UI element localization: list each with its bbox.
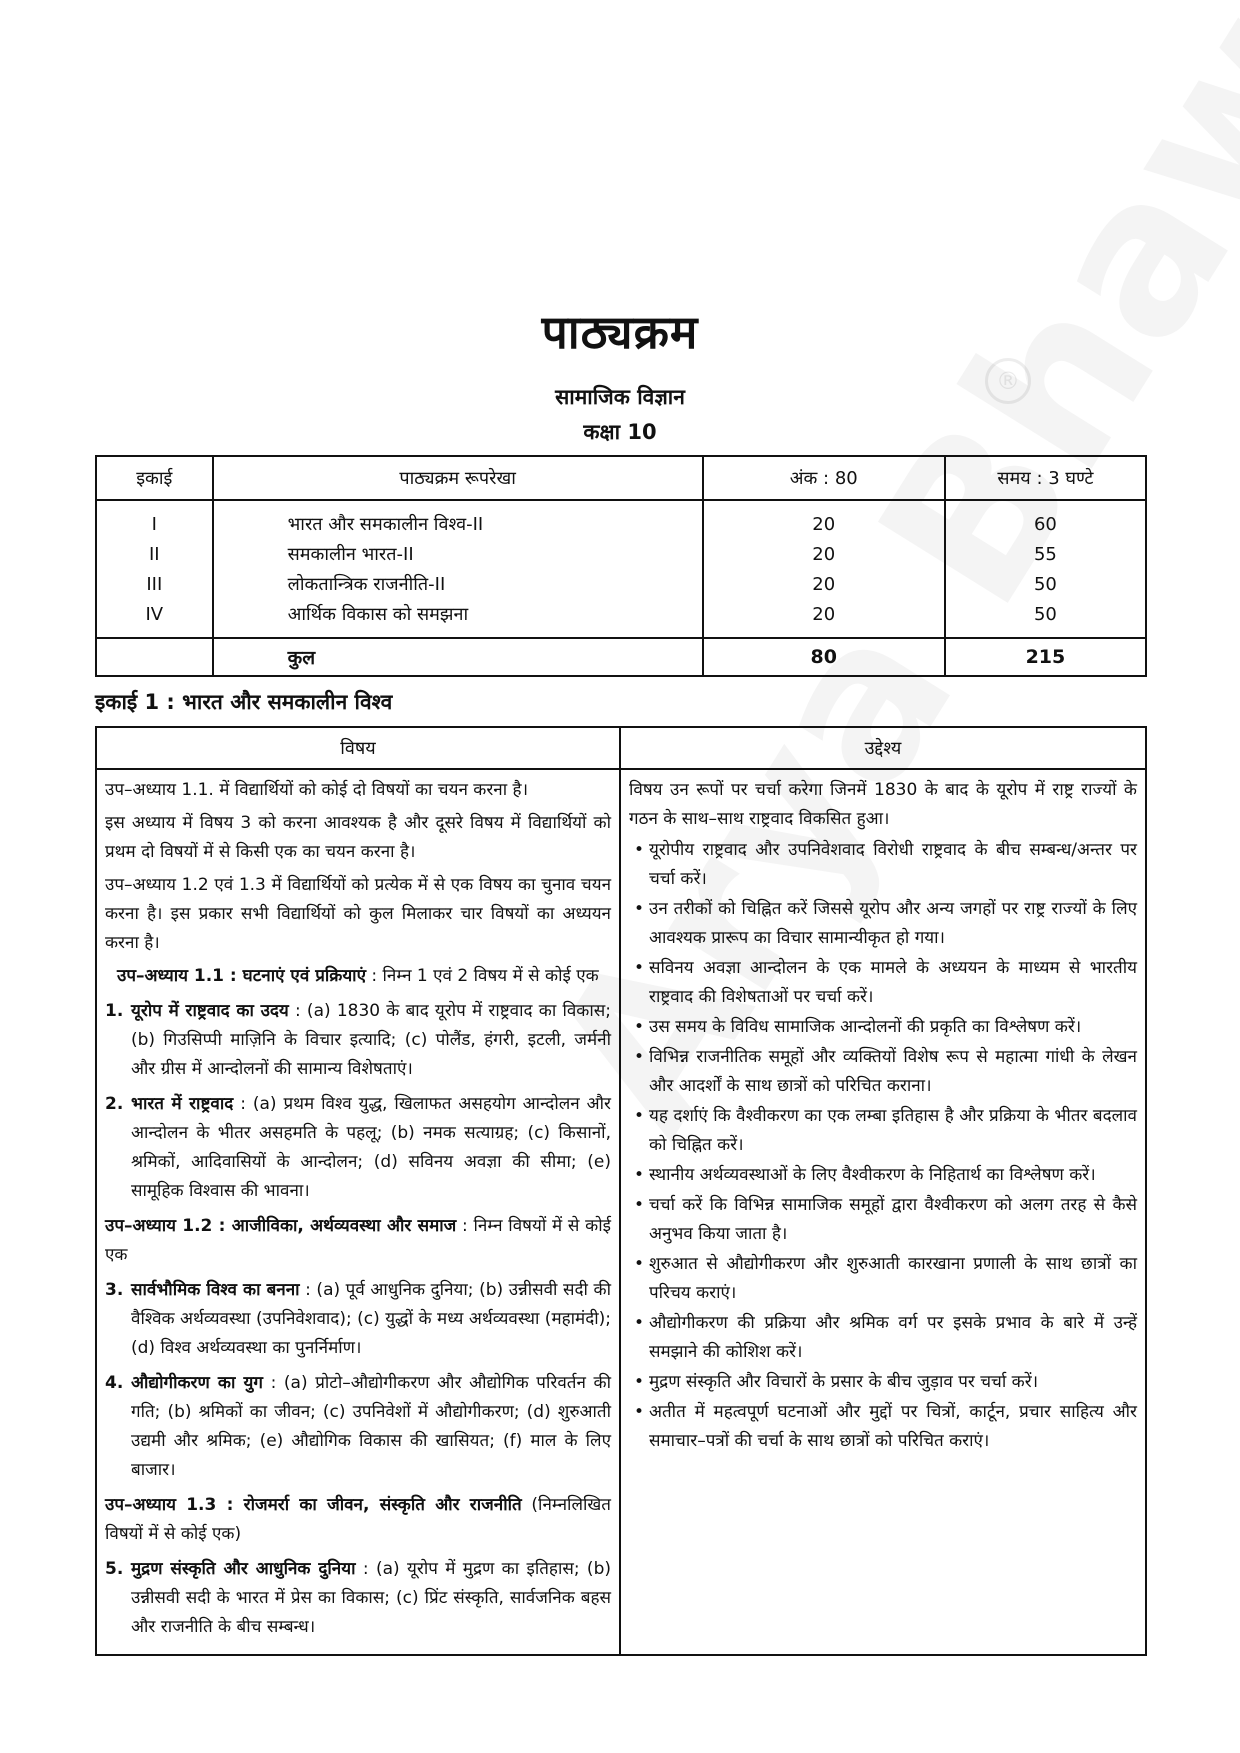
unit-number: II bbox=[96, 539, 213, 569]
objective-text: यह दर्शाएं कि वैश्वीकरण का एक लम्बा इतिहास है और प्रक्रिया के भीतर बदलाव को चिह्नित करें। bbox=[649, 1106, 1137, 1155]
subchapter-note: : निम्न 1 एवं 2 विषय में से कोई एक bbox=[365, 966, 599, 986]
list-item bbox=[105, 997, 611, 1084]
topic-title: यूरोप में राष्ट्रवाद का उदय bbox=[131, 1001, 289, 1021]
header-unit: इकाई bbox=[96, 456, 213, 500]
topic-text bbox=[131, 1090, 611, 1206]
objective-text: स्थानीय अर्थव्यवस्थाओं के लिए वैश्वीकरण के निहितार्थ का विश्लेषण करें। bbox=[649, 1165, 1096, 1185]
header-marks: अंक : 80 bbox=[703, 456, 945, 500]
unit-number: III bbox=[96, 569, 213, 599]
topic-title: मुद्रण संस्कृति और आधुनिक दुनिया bbox=[131, 1559, 356, 1579]
bullet-icon: • bbox=[633, 958, 645, 978]
bullet-icon: • bbox=[633, 1313, 645, 1333]
bullet-icon: • bbox=[633, 1372, 645, 1392]
objective-text: अतीत में महत्वपूर्ण घटनाओं और मुद्दों पर चित्रों, कार्टून, प्रचार साहित्य और समाचार–पत्रों की चर्चा के साथ छात्रों को परिचित कराएं। bbox=[649, 1402, 1137, 1451]
objective-text: शुरुआत से औद्योगीकरण और शुरुआती कारखाना प्रणाली के साथ छात्रों का परिचय कराएं। bbox=[649, 1254, 1137, 1303]
list-item bbox=[105, 1276, 611, 1363]
unit-marks: 20 bbox=[703, 569, 945, 599]
topic-details: : (a) प्रोटो–औद्योगीकरण और औद्योगिक परिवर्तन की गति; (b) श्रमिकों का जीवन; (c) उपनिवेशों में औद्योगीकरण; (d) शुरुआती उद्यमी और श्रमिक; (e) औद्योगिक विकास की खासियत; (f) माल के लिए बाजार। bbox=[131, 1373, 611, 1480]
total-row bbox=[96, 638, 1146, 676]
subchapter-title: उप–अध्याय 1.2 : आजीविका, अर्थव्यवस्था और समाज bbox=[105, 1216, 457, 1236]
subchapter-note: : निम्न विषयों में से कोई एक bbox=[105, 1216, 611, 1265]
topic-details: : (a) प्रथम विश्व युद्ध, खिलाफत असहयोग आन्दोलन और आन्दोलन के भीतर असहमति के पहलू; (b) नमक सत्याग्रह; (c) किसानों, श्रमिकों, आदिवासियों के आन्दोलन; (d) सविनय अवज्ञा की सीमा; (e) सामूहिक विश्वास की भावना। bbox=[131, 1094, 611, 1201]
objective-intro: विषय उन रूपों पर चर्चा करेगा जिनमें 1830 के बाद के यूरोप में राष्ट्र राज्यों के गठन के साथ–साथ राष्ट्रवाद विकसित हुआ। bbox=[629, 780, 1137, 829]
unit-topic: आर्थिक विकास को समझना bbox=[213, 599, 703, 638]
topic-number: 4. bbox=[105, 1373, 124, 1393]
topic-title: औद्योगीकरण का युग bbox=[131, 1373, 263, 1393]
topic-text bbox=[131, 997, 611, 1084]
total-marks: 80 bbox=[703, 638, 945, 676]
class-label: कक्षा 10 bbox=[583, 420, 657, 444]
bullet-icon: • bbox=[633, 840, 645, 860]
unit-marks: 20 bbox=[703, 539, 945, 569]
unit-number: I bbox=[96, 500, 213, 539]
unit-topic: समकालीन भारत-II bbox=[213, 539, 703, 569]
intro-paragraph: इस अध्याय में विषय 3 को करना आवश्यक है और दूसरे विषय में विद्यार्थियों को प्रथम दो विषयों में से किसी एक का चयन करना है। bbox=[105, 813, 611, 862]
objective-text: विभिन्न राजनीतिक समूहों और व्यक्तियों विशेष रूप से महात्मा गांधी के लेखन और आदर्शों के साथ छात्रों को परिचित कराना। bbox=[649, 1047, 1137, 1096]
unit1-table bbox=[95, 726, 1147, 1656]
total-time: 215 bbox=[945, 638, 1146, 676]
header-objective: उद्देश्य bbox=[620, 727, 1146, 769]
topic-number: 3. bbox=[105, 1280, 124, 1300]
bullet-icon: • bbox=[633, 1017, 645, 1037]
objective-text: औद्योगीकरण की प्रक्रिया और श्रमिक वर्ग पर इसके प्रभाव के बारे में उन्हें समझाने की कोशिश करें। bbox=[649, 1313, 1137, 1362]
subchapter-note: (निम्नलिखित विषयों में से कोई एक) bbox=[105, 1495, 611, 1544]
topic-number: 1. bbox=[105, 1001, 124, 1021]
topic-details: : (a) पूर्व आधुनिक दुनिया; (b) उन्नीसवी सदी की वैश्विक अर्थव्यवस्था (उपनिवेशवाद); (c) युद्धों के मध्य अर्थव्यवस्था (महामंदी); (d) विश्व अर्थव्यवस्था का पुनर्निर्माण। bbox=[131, 1280, 611, 1358]
bullet-icon: • bbox=[633, 1254, 645, 1274]
subject-title: सामाजिक विज्ञान bbox=[555, 385, 685, 409]
unit-topic: लोकतान्त्रिक राजनीति-II bbox=[213, 569, 703, 599]
objective-text: यूरोपीय राष्ट्रवाद और उपनिवेशवाद विरोधी राष्ट्रवाद के बीच सम्बन्ध/अन्तर पर चर्चा करें। bbox=[649, 840, 1137, 889]
topic-number: 2. bbox=[105, 1094, 124, 1114]
list-item bbox=[629, 1161, 1137, 1190]
summary-table bbox=[95, 455, 1147, 677]
unit1-header-row bbox=[96, 727, 1146, 769]
total-empty-cell bbox=[96, 638, 213, 676]
objective-text: सविनय अवज्ञा आन्दोलन के एक मामले के अध्ययन के माध्यम से भारतीय राष्ट्रवाद की विशेषताओं पर चर्चा करें। bbox=[649, 958, 1137, 1007]
subchapter-title: उप–अध्याय 1.1 : घटनाएं एवं प्रक्रियाएं bbox=[117, 966, 366, 986]
unit-marks: 20 bbox=[703, 500, 945, 539]
intro-paragraph: उप–अध्याय 1.1. में विद्यार्थियों को कोई दो विषयों का चयन करना है। bbox=[105, 780, 529, 800]
table-row bbox=[96, 599, 1146, 638]
topic-text bbox=[131, 1555, 611, 1642]
unit-time: 50 bbox=[945, 569, 1146, 599]
topic-text bbox=[131, 1276, 611, 1363]
objective-text: चर्चा करें कि विभिन्न सामाजिक समूहों द्वारा वैश्वीकरण को अलग तरह से कैसे अनुभव किया जाता है। bbox=[649, 1195, 1137, 1244]
unit-time: 60 bbox=[945, 500, 1146, 539]
unit-number: IV bbox=[96, 599, 213, 638]
list-item bbox=[105, 1369, 611, 1485]
topic-title: सार्वभौमिक विश्व का बनना bbox=[131, 1280, 300, 1300]
summary-header-row bbox=[96, 456, 1146, 500]
subject-cell bbox=[96, 769, 620, 1655]
list-item bbox=[629, 1309, 1137, 1367]
list-item bbox=[629, 836, 1137, 894]
topic-details: : (a) यूरोप में मुद्रण का इतिहास; (b) उन्नीसवी सदी के भारत में प्रेस का विकास; (c) प्रिंट संस्कृति, सार्वजनिक बहस और राजनीति के बीच सम्बन्ध। bbox=[131, 1559, 611, 1637]
subchapter-heading bbox=[105, 1212, 611, 1270]
list-item bbox=[629, 1398, 1137, 1456]
subchapter-heading bbox=[105, 1491, 611, 1549]
subchapter-title: उप–अध्याय 1.3 : रोजमर्रा का जीवन, संस्कृति और राजनीति bbox=[105, 1495, 522, 1515]
unit1-content-row bbox=[96, 769, 1146, 1655]
list-item bbox=[629, 1013, 1137, 1042]
unit-topic: भारत और समकालीन विश्व-II bbox=[213, 500, 703, 539]
subchapter-heading bbox=[105, 962, 611, 991]
topic-title: भारत में राष्ट्रवाद bbox=[131, 1094, 234, 1114]
list-item bbox=[629, 1102, 1137, 1160]
header-subject: विषय bbox=[96, 727, 620, 769]
unit1-heading: इकाई 1 : भारत और समकालीन विश्व bbox=[95, 690, 393, 714]
objective-text: मुद्रण संस्कृति और विचारों के प्रसार के बीच जुड़ाव पर चर्चा करें। bbox=[649, 1372, 1039, 1392]
list-item bbox=[629, 954, 1137, 1012]
page-title: पाठ्यक्रम bbox=[541, 305, 699, 359]
table-row bbox=[96, 539, 1146, 569]
list-item bbox=[105, 1090, 611, 1206]
unit-time: 50 bbox=[945, 599, 1146, 638]
header-syllabus: पाठ्यक्रम रूपरेखा bbox=[213, 456, 703, 500]
objective-cell bbox=[620, 769, 1146, 1655]
objective-text: उस समय के विविध सामाजिक आन्दोलनों की प्रकृति का विश्लेषण करें। bbox=[649, 1017, 1082, 1037]
total-label: कुल bbox=[213, 638, 703, 676]
bullet-icon: • bbox=[633, 1106, 645, 1126]
topic-text bbox=[131, 1369, 611, 1485]
intro-paragraph: उप–अध्याय 1.2 एवं 1.3 में विद्यार्थियों को प्रत्येक में से एक विषय का चुनाव चयन करना है। इस प्रकार सभी विद्यार्थियों को कुल मिलाकर चार विषयों का अध्ययन करना है। bbox=[105, 875, 611, 953]
objective-text: उन तरीकों को चिह्नित करें जिससे यूरोप और अन्य जगहों पर राष्ट्र राज्यों के लिए आवश्यक प्रारूप का विचार सामान्यीकृत हो गया। bbox=[649, 899, 1137, 948]
table-row bbox=[96, 569, 1146, 599]
unit-time: 55 bbox=[945, 539, 1146, 569]
registered-mark-icon: ® bbox=[985, 358, 1031, 404]
table-row bbox=[96, 500, 1146, 539]
bullet-icon: • bbox=[633, 1047, 645, 1067]
list-item bbox=[629, 1368, 1137, 1397]
header-time: समय : 3 घण्टे bbox=[945, 456, 1146, 500]
topic-details: : (a) 1830 के बाद यूरोप में राष्ट्रवाद का विकास; (b) गिउसिप्पी माज़िनि के विचार इत्यादि; (c) पोलैंड, हंगरी, इटली, जर्मनी और ग्रीस में आन्दोलनों की सामान्य विशेषताएं। bbox=[131, 1001, 611, 1079]
bullet-icon: • bbox=[633, 899, 645, 919]
bullet-icon: • bbox=[633, 1195, 645, 1215]
list-item bbox=[629, 1043, 1137, 1101]
list-item bbox=[629, 895, 1137, 953]
list-item bbox=[629, 1191, 1137, 1249]
list-item bbox=[629, 1250, 1137, 1308]
topic-number: 5. bbox=[105, 1559, 124, 1579]
bullet-icon: • bbox=[633, 1165, 645, 1185]
bullet-icon: • bbox=[633, 1402, 645, 1422]
list-item bbox=[105, 1555, 611, 1642]
unit-marks: 20 bbox=[703, 599, 945, 638]
